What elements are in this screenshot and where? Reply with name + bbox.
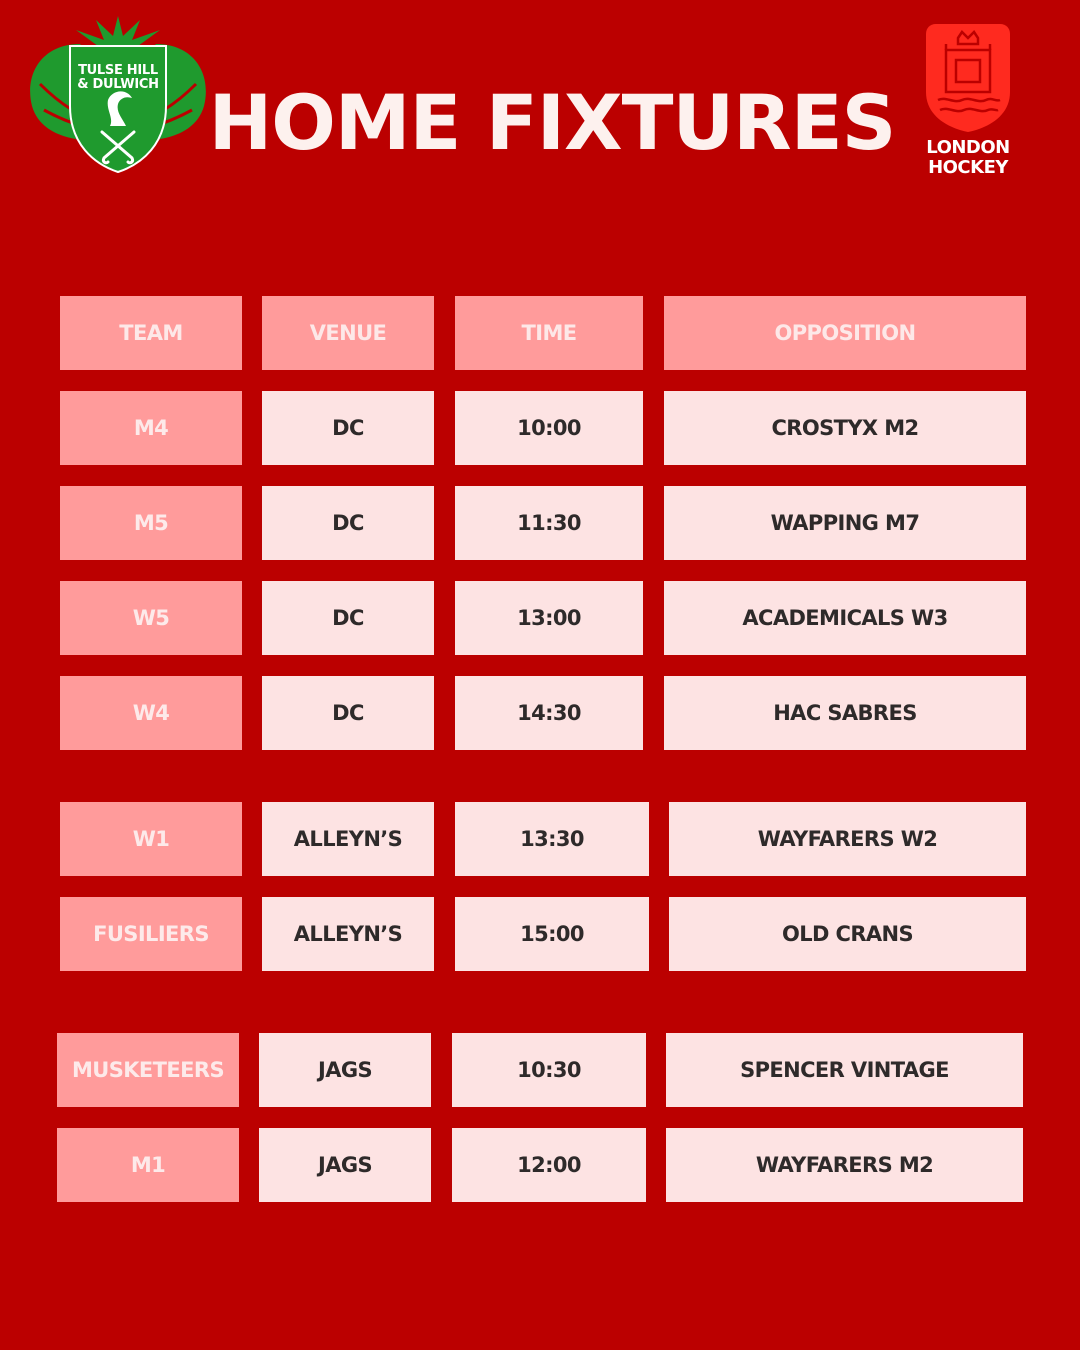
header-opposition: OPPOSITION bbox=[664, 296, 1026, 370]
team-cell: W5 bbox=[60, 581, 242, 655]
time-cell: 10:00 bbox=[455, 391, 643, 465]
time-cell: 12:00 bbox=[452, 1128, 646, 1202]
time-cell: 11:30 bbox=[455, 486, 643, 560]
opposition-cell: ACADEMICALS W3 bbox=[664, 581, 1026, 655]
team-cell: FUSILIERS bbox=[60, 897, 242, 971]
opposition-cell: WAYFARERS M2 bbox=[666, 1128, 1023, 1202]
team-cell: W4 bbox=[60, 676, 242, 750]
venue-cell: ALLEYN’S bbox=[262, 897, 434, 971]
team-cell: M1 bbox=[57, 1128, 239, 1202]
header-time: TIME bbox=[455, 296, 643, 370]
time-cell: 13:30 bbox=[455, 802, 649, 876]
logo-left-line2: & DULWICH bbox=[77, 77, 159, 92]
header-team: TEAM bbox=[60, 296, 242, 370]
team-cell: M4 bbox=[60, 391, 242, 465]
venue-cell: JAGS bbox=[259, 1033, 431, 1107]
team-cell: M5 bbox=[60, 486, 242, 560]
header-venue: VENUE bbox=[262, 296, 434, 370]
page-title: HOME FIXTURES bbox=[208, 78, 896, 167]
opposition-cell: SPENCER VINTAGE bbox=[666, 1033, 1023, 1107]
london-hockey-text bbox=[916, 138, 1020, 178]
time-cell: 10:30 bbox=[452, 1033, 646, 1107]
logo-right-line2: HOCKEY bbox=[928, 157, 1008, 178]
opposition-cell: CROSTYX M2 bbox=[664, 391, 1026, 465]
opposition-cell: WAPPING M7 bbox=[664, 486, 1026, 560]
time-cell: 15:00 bbox=[455, 897, 649, 971]
venue-cell: DC bbox=[262, 676, 434, 750]
venue-cell: DC bbox=[262, 486, 434, 560]
team-cell: MUSKETEERS bbox=[57, 1033, 239, 1107]
team-cell: W1 bbox=[60, 802, 242, 876]
opposition-cell: WAYFARERS W2 bbox=[669, 802, 1026, 876]
venue-cell: DC bbox=[262, 391, 434, 465]
logo-right-line1: LONDON bbox=[926, 137, 1010, 158]
time-cell: 13:00 bbox=[455, 581, 643, 655]
venue-cell: JAGS bbox=[259, 1128, 431, 1202]
opposition-cell: OLD CRANS bbox=[669, 897, 1026, 971]
opposition-cell: HAC SABRES bbox=[664, 676, 1026, 750]
london-hockey-logo bbox=[916, 22, 1020, 184]
venue-cell: DC bbox=[262, 581, 434, 655]
venue-cell: ALLEYN’S bbox=[262, 802, 434, 876]
time-cell: 14:30 bbox=[455, 676, 643, 750]
logo-left-line1: TULSE HILL bbox=[78, 63, 158, 78]
